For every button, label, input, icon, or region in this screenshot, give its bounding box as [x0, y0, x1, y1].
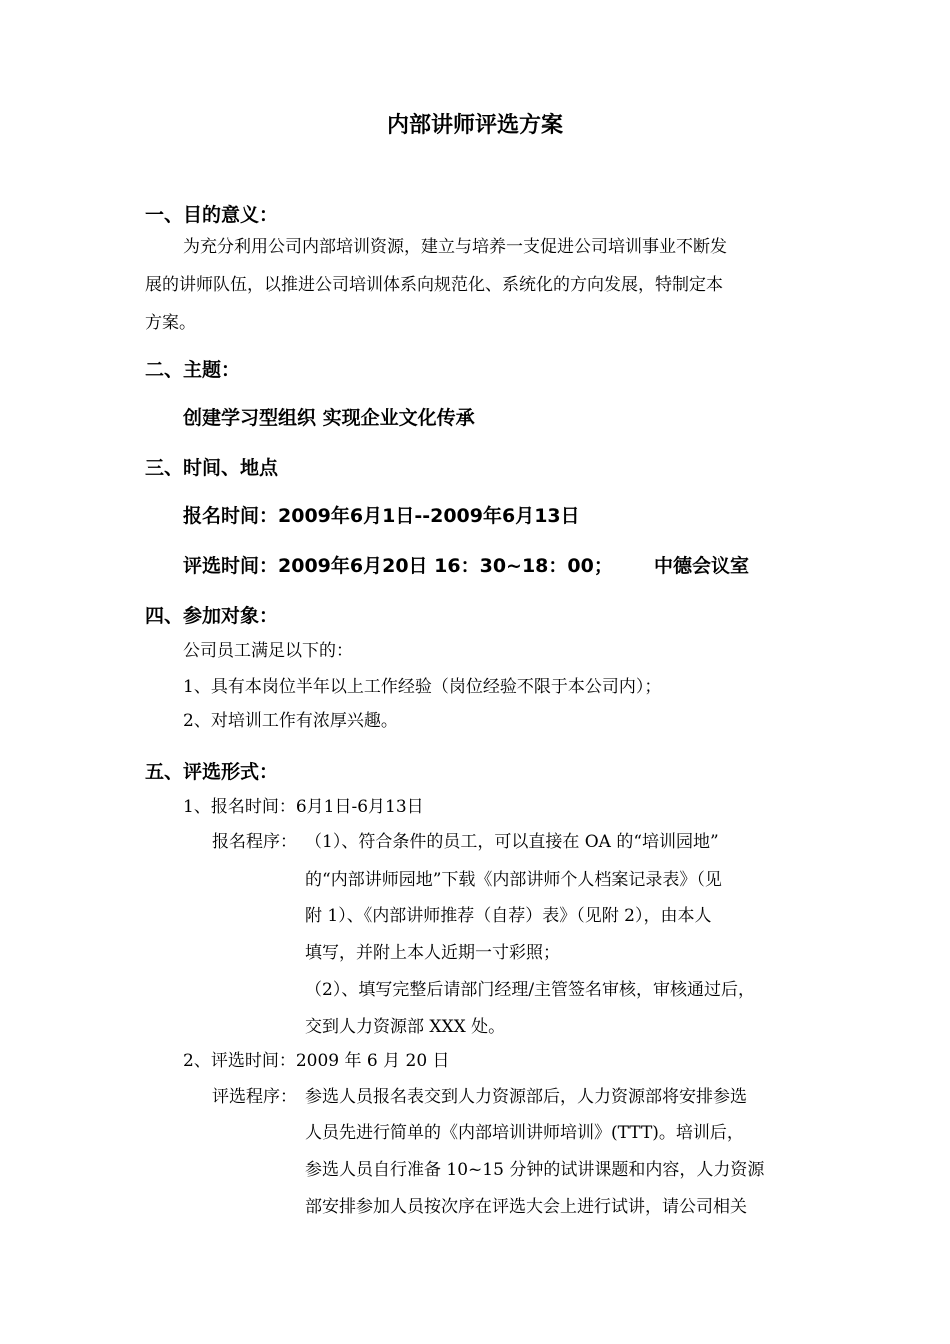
eligibility-line: 1、具有本岗位半年以上工作经验（岗位经验不限于本公司内）；	[183, 677, 662, 697]
item2-procedure-line: 参选人员自行准备 10~15 分钟的试讲课题和内容，人力资源	[305, 1160, 765, 1180]
item2-procedure-line: 部安排参加人员按次序在评选大会上进行试讲，请公司相关	[305, 1197, 747, 1217]
theme-text: 创建学习型组织 实现企业文化传承	[183, 407, 475, 429]
item1-procedure-line: 附 1）、《内部讲师推荐（自荐）表》（见附 2），由本人	[305, 906, 712, 926]
selection-time: 评选时间：2009年6月20日 16：30~18：00；	[183, 555, 613, 577]
section1-paragraph-line: 为充分利用公司内部培训资源，建立与培养一支促进公司培训事业不断发	[183, 237, 727, 257]
item2-procedure-line: 参选人员报名表交到人力资源部后，人力资源部将安排参选	[305, 1087, 747, 1107]
section3-heading: 三、时间、地点	[145, 457, 279, 479]
item2-procedure-line: 人员先进行简单的《内部培训讲师培训》(TTT)。培训后，	[305, 1123, 744, 1143]
registration-time: 报名时间：2009年6月1日--2009年6月13日	[183, 505, 580, 527]
item1-procedure-line: （1）、符合条件的员工，可以直接在 OA 的“培训园地”	[305, 832, 719, 852]
selection-location: 中德会议室	[654, 555, 750, 577]
section4-heading: 四、参加对象：	[145, 605, 279, 627]
item1-procedure-line: 的“内部讲师园地”下载《内部讲师个人档案记录表》（见	[305, 870, 722, 890]
eligibility-line: 2、对培训工作有浓厚兴趣。	[183, 711, 398, 731]
section1-heading: 一、目的意义：	[145, 204, 279, 226]
section2-heading: 二、主题：	[145, 359, 241, 381]
section1-paragraph-line: 展的讲师队伍，以推进公司培训体系向规范化、系统化的方向发展，特制定本	[145, 275, 723, 295]
item1-procedure-line: 填写，并附上本人近期一寸彩照；	[305, 943, 560, 963]
document-title: 内部讲师评选方案	[386, 113, 563, 138]
item1-procedure-line: （2）、填写完整后请部门经理/主管签名审核，审核通过后，	[305, 980, 756, 1000]
item1-procedure-line: 交到人力资源部 XXX 处。	[305, 1017, 506, 1037]
item2-label: 2、评选时间：2009 年 6 月 20 日	[183, 1051, 450, 1071]
eligibility-line: 公司员工满足以下的：	[183, 641, 353, 661]
section1-paragraph-line: 方案。	[145, 313, 196, 333]
item2-procedure-label: 评选程序：	[212, 1087, 297, 1107]
item1-procedure-label: 报名程序：	[212, 832, 297, 852]
section5-heading: 五、评选形式：	[145, 761, 279, 783]
item1-label: 1、报名时间：6月1日-6月13日	[183, 797, 424, 817]
